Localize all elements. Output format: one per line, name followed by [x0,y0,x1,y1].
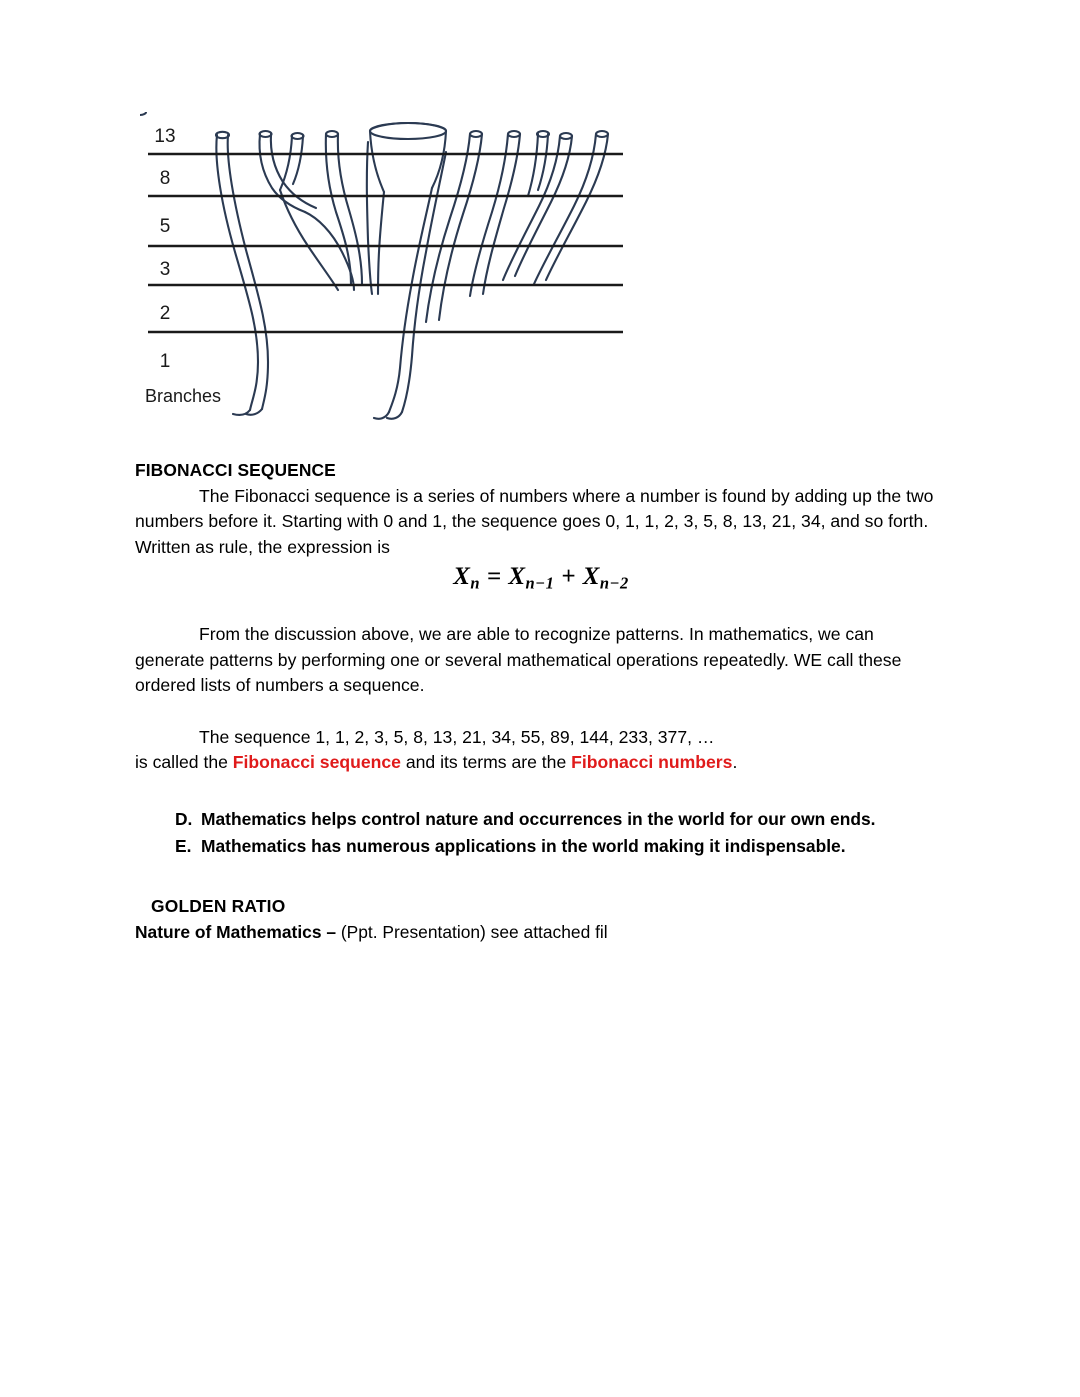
list-item-d-text: Mathematics helps control nature and occurrences in the world for our own ends. [201,808,876,829]
formula-lhs-sub: n [470,573,481,593]
axis-label-5: 5 [159,216,171,237]
formula-lhs-var: X [453,563,471,590]
term-fibonacci-numbers: Fibonacci numbers [571,752,733,773]
formula-term1-var: X [508,563,526,590]
term-fibonacci-sequence: Fibonacci sequence [232,752,401,773]
fibonacci-paragraph-2: From the discussion above, we are able to recognize patterns. In mathematics, we can generate patterns by performing one or several mathematical operations repeatedly. WE call these ordered lists of numbers a sequence. [135,624,902,696]
list-item-e-letter: E. [175,835,192,856]
axis-caption-branches: Branches [145,386,222,406]
axis-label-8: 8 [159,168,171,189]
sequence-line: The sequence 1, 1, 2, 3, 5, 8, 13, 21, 34, 55, 89, 144, 233, 377, … [199,726,715,747]
formula-term1-sub: n−1 [525,573,555,593]
list-item-e-text: Mathematics has numerous applications in the world making it indispensable. [201,835,846,856]
fibonacci-sequence-heading: FIBONACCI SEQUENCE [135,460,336,480]
list-item-e [175,833,947,860]
nature-of-mathematics-line [135,919,947,945]
formula-plus: + [561,563,576,590]
nature-of-mathematics-label: Nature of Mathematics – [135,922,337,943]
nature-of-mathematics-note: (Ppt. Presentation) see attached fil [336,922,608,943]
list-item-d-letter: D. [175,808,193,829]
fibonacci-definition-line [135,750,947,776]
definition-middle: and its terms are the [400,752,572,773]
list-item-d [175,806,947,833]
axis-label-13: 13 [154,126,176,147]
definition-suffix: . [732,752,738,773]
fibonacci-formula [135,564,947,596]
document-body [135,458,947,945]
formula-term2-var: X [582,563,600,590]
definition-prefix: is called the [135,752,233,773]
spacer-after-paragraph-2 [135,699,947,725]
spacer-before-list [135,776,947,806]
axis-label-2: 2 [159,303,171,324]
spacer-after-formula [135,596,947,622]
formula-term2-sub: n−2 [599,573,629,593]
axis-label-3: 3 [159,259,171,280]
formula-equals: = [486,563,502,590]
fibonacci-paragraph-1: The Fibonacci sequence is a series of numbers where a number is found by adding up the two numbers before it. Starting with 0 and 1, the sequence goes 0, 1, 1, 2, 3, 5, 8, 13, 21, 34, and so forth. Written as rule, the expression is [135,485,934,557]
fibonacci-tree-branches-diagram [140,112,640,432]
golden-ratio-heading: GOLDEN RATIO [151,895,286,916]
spacer-before-golden-ratio [135,860,947,894]
axis-label-1: 1 [159,351,171,372]
diagram-branch-strokes [140,112,608,419]
